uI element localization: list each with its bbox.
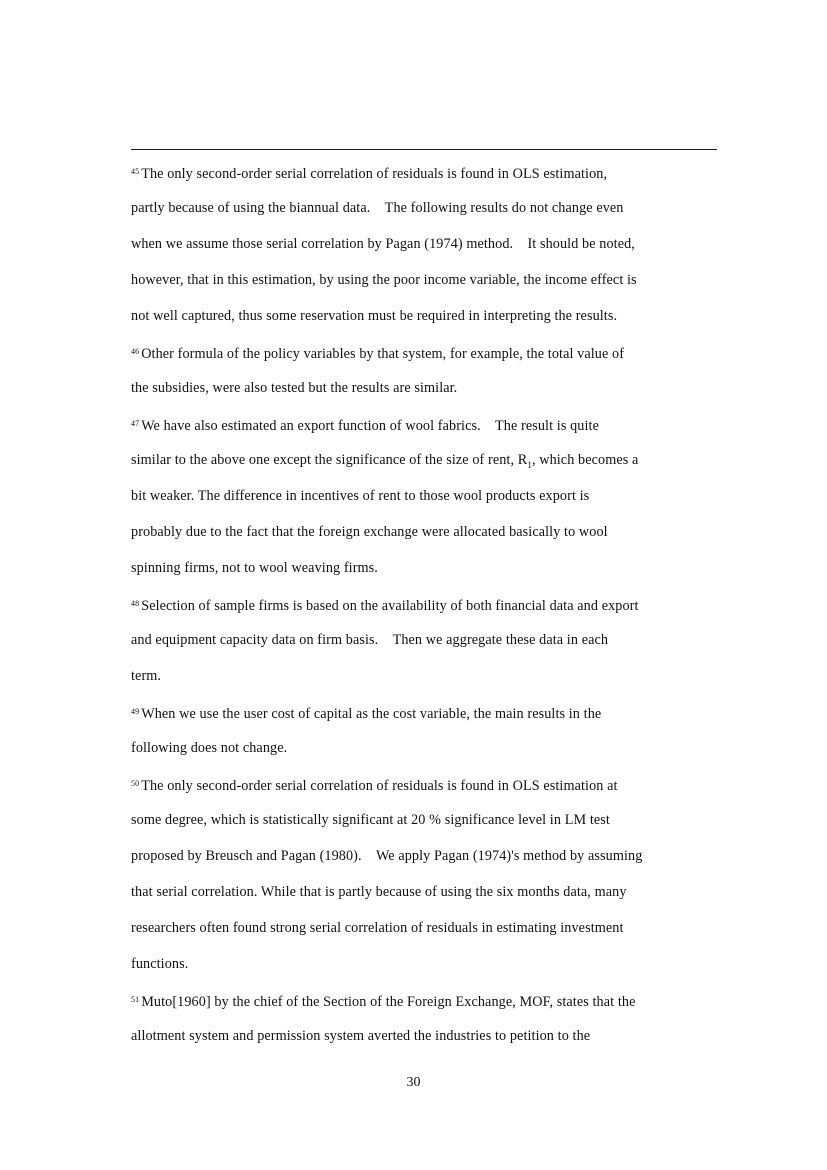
- footnote-line: however, that in this estimation, by using the poor income variable, the income effect is: [131, 272, 637, 288]
- footnote-number: 45: [131, 167, 140, 176]
- footnotes-block: [131, 154, 726, 1054]
- footnote-line: researchers often found strong serial correlation of residuals in estimating investment: [131, 920, 624, 936]
- footnote-separator-rule: [131, 149, 717, 150]
- footnote-line: [131, 334, 726, 370]
- footnote-line: the subsidies, were also tested but the results are similar.: [131, 380, 458, 396]
- footnote-text: Selection of sample firms is based on the availability of both financial data and export: [141, 598, 639, 614]
- footnote-line: functions.: [131, 956, 189, 972]
- footnote-number: 50: [131, 779, 140, 788]
- footnote-line: not well captured, thus some reservation must be required in interpreting the results.: [131, 308, 618, 324]
- footnote-number: 47: [131, 419, 140, 428]
- footnote-line: [131, 406, 726, 442]
- footnote-line: [131, 154, 726, 190]
- rent-subscript: 1: [527, 459, 532, 470]
- footnote-line: when we assume those serial correlation by Pagan (1974) method. It should be noted,: [131, 236, 635, 252]
- footnote-line: bit weaker. The difference in incentives of rent to those wool products export is: [131, 488, 590, 504]
- footnote-line: [131, 766, 726, 802]
- footnote-text: The only second-order serial correlation of residuals is found in OLS estimation,: [141, 166, 608, 182]
- footnote-text: We have also estimated an export function of wool fabrics. The result is quite: [141, 418, 599, 434]
- footnote-line: [131, 442, 726, 478]
- footnote-45: [131, 154, 726, 334]
- footnote-text: similar to the above one except the significance of the size of rent, R: [131, 452, 528, 468]
- footnote-text: When we use the user cost of capital as the cost variable, the main results in the: [141, 706, 602, 722]
- footnote-line: that serial correlation. While that is partly because of using the six months data, many: [131, 884, 627, 900]
- footnote-48: [131, 586, 726, 694]
- footnote-text: Other formula of the policy variables by that system, for example, the total value of: [141, 346, 625, 362]
- footnote-line: and equipment capacity data on firm basis. Then we aggregate these data in each: [131, 632, 609, 648]
- footnote-line: allotment system and permission system averted the industries to petition to the: [131, 1028, 591, 1044]
- footnote-line: [131, 982, 726, 1018]
- footnote-line: [131, 586, 726, 622]
- footnote-line: proposed by Breusch and Pagan (1980). We apply Pagan (1974)'s method by assuming: [131, 848, 643, 864]
- footnote-51: [131, 982, 726, 1054]
- footnote-number: 46: [131, 347, 140, 356]
- footnote-line: spinning firms, not to wool weaving firms.: [131, 560, 378, 576]
- page-number: 30: [406, 1075, 421, 1090]
- footnote-line: probably due to the fact that the foreign exchange were allocated basically to wool: [131, 524, 608, 540]
- footnote-text: , which becomes a: [531, 452, 639, 468]
- footnote-number: 51: [131, 995, 140, 1004]
- footnote-47: [131, 406, 726, 586]
- footnote-line: some degree, which is statistically significant at 20 % significance level in LM test: [131, 812, 610, 828]
- footnote-46: [131, 334, 726, 406]
- footnote-49: [131, 694, 726, 766]
- footnote-number: 48: [131, 599, 140, 608]
- footnote-50: [131, 766, 726, 982]
- footnote-line: following does not change.: [131, 740, 288, 756]
- footnote-number: 49: [131, 707, 140, 716]
- footnote-text: Muto[1960] by the chief of the Section of the Foreign Exchange, MOF, states that the: [141, 994, 636, 1010]
- footnote-line: partly because of using the biannual data. The following results do not change even: [131, 200, 624, 216]
- footnote-text: The only second-order serial correlation of residuals is found in OLS estimation at: [141, 778, 618, 794]
- footnote-line: [131, 694, 726, 730]
- footnote-line: term.: [131, 668, 162, 684]
